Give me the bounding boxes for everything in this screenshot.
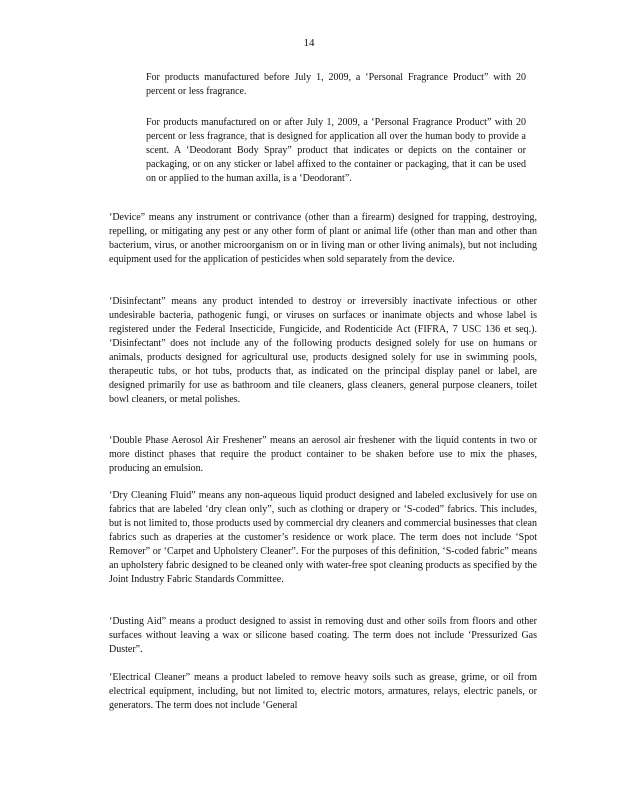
paragraph-dusting-aid-definition: ‘Dusting Aid” means a product designed to assist in removing dust and other soils from floors and other surfaces without leaving a wax or silicone based coating. The term does not include ‘Pressurized Gas Duster”. bbox=[109, 616, 537, 655]
paragraph-device-definition: ‘Device” means any instrument or contrivance (other than a firearm) designed for trapping, destroying, repelling, or mitigating any pest or any other form of plant or animal life (other than man and other than bacterium, virus, or another microorganism on or in living man or other living animals), but not including equipment used for the application of pesticides when sold separately from the device. bbox=[109, 212, 537, 265]
paragraph-electrical-cleaner-definition: ‘Electrical Cleaner” means a product labeled to remove heavy soils such as grease, grime, or oil from electrical equipment, including, but not limited to, electric motors, armatures, relays, electric panels, or generators. The term does not include ‘General bbox=[109, 672, 537, 711]
paragraph-dry-cleaning-fluid-definition: ‘Dry Cleaning Fluid” means any non-aqueous liquid product designed and labeled exclusively for use on fabrics that are labeled ‘dry clean only”, such as clothing or drapery or ‘S-coded” fabrics. This includes, but is not limited to, those products used by commercial dry cleaners and commercial businesses that clean fabrics such as draperies at the customer’s residence or work place. The term does not include ‘Spot Remover” or ‘Carpet and Upholstery Cleaner”. For the purposes of this definition, ‘S-coded fabric” means an upholstery fabric designed to be cleaned only with water-free spot cleaning products as specified by the Joint Industry Fabric Standards Committee. bbox=[109, 490, 537, 585]
paragraph-disinfectant-definition: ‘Disinfectant” means any product intended to destroy or irreversibly inactivate infectious or other undesirable bacteria, pathogenic fungi, or viruses on surfaces or inanimate objects and whose label is registered under the Federal Insecticide, Fungicide, and Rodenticide Act (FIFRA, 7 USC 136 et seq.). ‘Disinfectant” does not include any of the following products designed solely for use on humans or animals, products designed for agricultural use, products designed solely for use in swimming pools, therapeutic tubs, or hot tubs, products that, as indicated on the principal display panel or label, are designed primarily for use as bathroom and tile cleaners, glass cleaners, general purpose cleaners, toilet bowl cleaners, or metal polishes. bbox=[109, 296, 537, 405]
paragraph-personal-fragrance-before: For products manufactured before July 1, 2009, a ‘Personal Fragrance Product” with 20 percent or less fragrance. bbox=[146, 72, 526, 97]
paragraph-double-phase-aerosol-definition: ‘Double Phase Aerosol Air Freshener” means an aerosol air freshener with the liquid contents in two or more distinct phases that require the product container to be shaken before use to mix the phases, producing an emulsion. bbox=[109, 435, 537, 474]
page-number: 14 bbox=[303, 37, 315, 49]
paragraph-personal-fragrance-after: For products manufactured on or after July 1, 2009, a ‘Personal Fragrance Product” with 20 percent or less fragrance, that is designed for application all over the human body to provide a scent. A ‘Deodorant Body Spray” product that indicates or depicts on the container or packaging, or on any sticker or label affixed to the container or packaging, that it can be used on or applied to the human axilla, is a ‘Deodorant”. bbox=[146, 117, 526, 184]
